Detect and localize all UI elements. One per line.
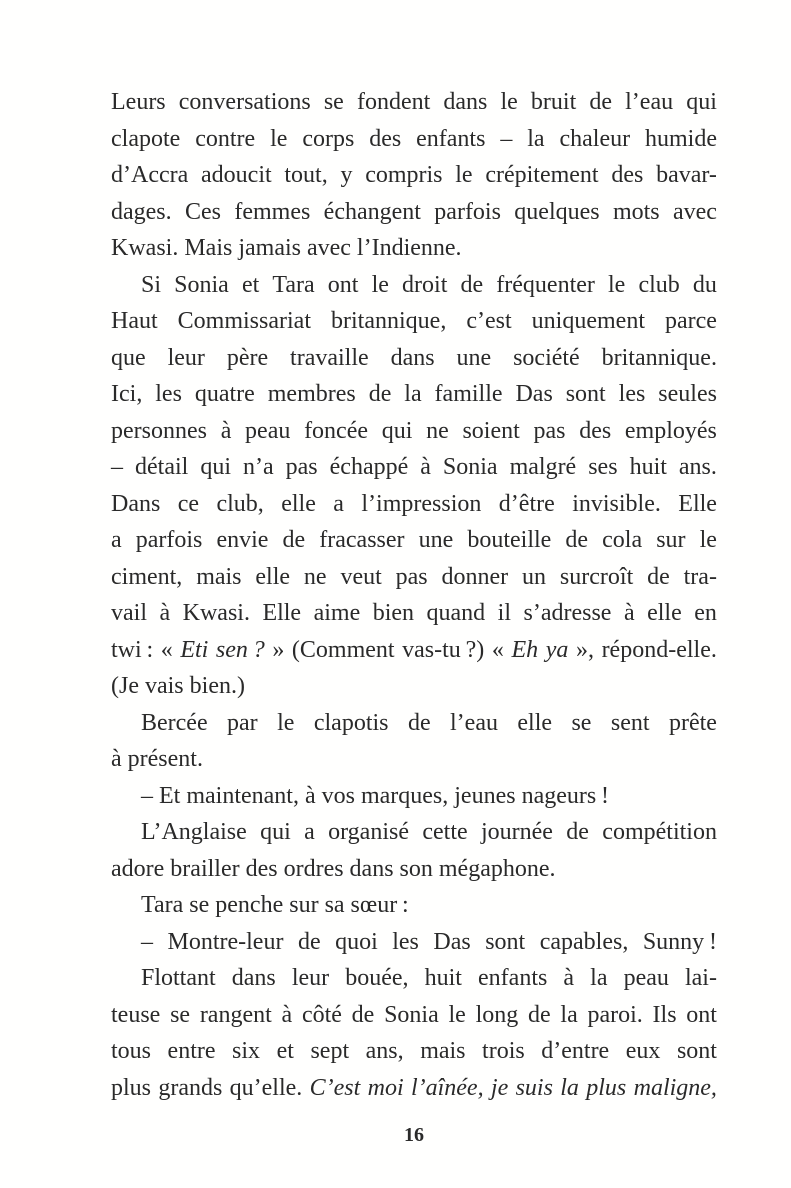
word: cette — [422, 819, 468, 845]
word: sont — [676, 1038, 717, 1064]
page-text — [111, 84, 717, 1106]
word: Das — [433, 928, 471, 955]
word: surcroît — [559, 563, 634, 590]
text-segment: à présent. — [111, 746, 203, 772]
word: en — [694, 600, 717, 626]
word: mais — [196, 563, 242, 590]
word: le — [455, 162, 473, 188]
word: Si — [141, 271, 162, 298]
text-line — [111, 851, 717, 888]
word: travaille — [290, 344, 369, 371]
word: une — [456, 344, 492, 371]
word: il — [497, 600, 511, 626]
word: huit — [424, 965, 462, 991]
word: peau — [245, 417, 291, 444]
word: la — [560, 1001, 578, 1028]
word: ans. — [678, 454, 717, 480]
word: sont — [485, 928, 526, 955]
word: Haut — [111, 308, 158, 334]
word: paroi. — [587, 1001, 643, 1028]
word: Ils — [652, 1001, 677, 1028]
word: elle — [255, 563, 291, 590]
paragraph — [111, 705, 717, 778]
word: Leurs — [111, 89, 166, 115]
text-segment: Tara se penche sur sa sœur : — [141, 892, 409, 918]
word: fondent — [356, 89, 431, 115]
word: ont — [327, 271, 359, 298]
word: a — [333, 490, 344, 517]
word: – — [141, 928, 153, 955]
word: corps — [302, 125, 355, 152]
word: grands — [158, 1074, 223, 1101]
word: c’est — [466, 308, 512, 334]
word: lai- — [684, 965, 717, 991]
word: conversations — [178, 89, 311, 115]
word: elle — [517, 709, 553, 736]
word: cola — [602, 527, 643, 553]
word: compétition — [602, 819, 717, 845]
word: journée — [480, 819, 553, 845]
word: dans — [443, 89, 488, 115]
text-line — [111, 1070, 717, 1107]
word: à — [281, 1001, 293, 1028]
word: invisible. — [572, 490, 661, 517]
word: l’aînée, — [410, 1074, 484, 1101]
paragraph — [111, 887, 717, 924]
word: Dans — [111, 490, 161, 517]
word: de — [528, 1001, 551, 1028]
word: avec — [672, 198, 717, 225]
word: mots — [612, 198, 660, 225]
word: long — [475, 1001, 519, 1028]
word: quand — [426, 600, 486, 626]
word: trois — [482, 1038, 525, 1064]
text-segment: Kwasi. Mais jamais avec l’Indienne. — [111, 235, 462, 261]
word: se — [571, 709, 592, 736]
word: répond-elle. — [601, 636, 717, 663]
word: Sonia — [174, 271, 229, 298]
word: Kwasi. — [182, 600, 250, 626]
word: donner — [441, 563, 509, 590]
word: envie — [216, 527, 269, 553]
word: de — [460, 271, 484, 298]
word: twi : — [111, 636, 154, 663]
word: foncée — [304, 417, 369, 444]
word: que — [111, 344, 146, 371]
word: bien — [372, 600, 415, 626]
word: s’adresse — [523, 600, 612, 626]
word: le — [277, 709, 295, 736]
word: la — [560, 1074, 579, 1101]
word: bruit — [530, 89, 577, 115]
word: Bercée — [141, 709, 208, 736]
word: par — [227, 709, 258, 736]
word: contre — [195, 125, 256, 152]
text-line — [111, 595, 717, 632]
word: y — [340, 162, 353, 188]
word: fréquenter — [496, 271, 595, 298]
text-segment: – Et maintenant, à vos marques, jeunes nageurs ! — [141, 782, 609, 809]
word: Ici, — [111, 381, 143, 407]
word: de — [647, 563, 670, 590]
word: les — [618, 381, 646, 407]
word: du — [692, 271, 717, 298]
word: société — [513, 344, 580, 371]
word: membres — [267, 381, 356, 407]
word: échappé — [329, 454, 409, 480]
text-line — [111, 814, 717, 851]
word: Commissariat — [177, 308, 311, 334]
word: L’Anglaise — [141, 819, 247, 845]
word: de — [368, 381, 392, 407]
word: de — [351, 1001, 375, 1028]
word: plus — [111, 1074, 152, 1101]
word: les — [392, 928, 419, 955]
word: ont — [686, 1001, 717, 1028]
word: Elle — [262, 600, 302, 626]
word: veut — [340, 563, 382, 590]
word: malgré — [509, 454, 577, 480]
word: Montre-leur — [167, 928, 284, 955]
text-line — [111, 960, 717, 997]
word: tout, — [284, 162, 328, 188]
word: enfants — [478, 965, 548, 991]
text-line — [111, 267, 717, 304]
word: a — [304, 819, 315, 845]
word: suis — [515, 1074, 553, 1101]
word: capables, — [539, 928, 629, 955]
text-line — [111, 887, 717, 924]
text-line — [111, 157, 717, 194]
word: qu’elle. — [229, 1074, 303, 1101]
word: Elle — [678, 490, 717, 517]
word: club, — [216, 490, 264, 517]
word: – — [500, 125, 513, 152]
word: parfois — [434, 198, 501, 225]
word: – — [111, 454, 123, 480]
word: ne — [426, 417, 449, 444]
word: le — [448, 1001, 466, 1028]
word: crépitement — [485, 162, 599, 188]
word: échangent — [323, 198, 421, 225]
word: moi — [367, 1074, 404, 1101]
text-line — [111, 303, 717, 340]
word: leur — [167, 344, 205, 371]
word: des — [579, 417, 612, 444]
word: humide — [645, 125, 717, 152]
word: elle — [647, 600, 682, 626]
word: ses — [588, 454, 618, 480]
word: Flottant — [141, 965, 216, 991]
text-line — [111, 778, 717, 815]
word: pas — [395, 563, 428, 590]
word: Ces — [185, 198, 221, 225]
word: aime — [313, 600, 361, 626]
word: elle — [281, 490, 316, 517]
word: soient — [462, 417, 520, 444]
word: de — [565, 527, 589, 553]
word: de — [407, 709, 431, 736]
word: des — [611, 162, 644, 188]
word: sur — [656, 527, 686, 553]
word: père — [226, 344, 269, 371]
word: le — [270, 125, 288, 152]
word: clapotis — [313, 709, 389, 736]
text-line — [111, 84, 717, 121]
word: l’eau — [450, 709, 498, 736]
paragraph — [111, 84, 717, 267]
word: compris — [365, 162, 443, 188]
word: sen ? — [215, 636, 265, 663]
word: bouteille — [467, 527, 552, 553]
word: d’entre — [541, 1038, 610, 1064]
word: le — [608, 271, 626, 298]
word: de — [566, 819, 589, 845]
word: à — [420, 454, 431, 480]
text-line — [111, 376, 717, 413]
word: des — [369, 125, 402, 152]
word: femmes — [234, 198, 311, 225]
text-line — [111, 705, 717, 742]
text-line — [111, 413, 717, 450]
word: Sonia — [442, 454, 498, 480]
word: dans — [390, 344, 435, 371]
word: à — [220, 417, 232, 444]
word: Eti — [180, 636, 209, 663]
text-line — [111, 449, 717, 486]
word: la — [527, 125, 545, 152]
word: Eh — [511, 636, 539, 663]
word: de — [589, 89, 613, 115]
word: le — [500, 89, 518, 115]
word: prête — [668, 709, 717, 736]
text-line — [111, 230, 717, 267]
text-line — [111, 486, 717, 523]
word: sept — [310, 1038, 350, 1064]
word: une — [418, 527, 454, 553]
word: » — [272, 636, 285, 663]
word: parfois — [135, 527, 203, 553]
word: ne — [303, 563, 327, 590]
word: Tara — [272, 271, 315, 298]
word: à — [563, 965, 575, 991]
word: six — [232, 1038, 261, 1064]
word: tous — [111, 1038, 152, 1064]
word: n’a — [242, 454, 274, 480]
text-segment: adore brailler des ordres dans son mégaphone. — [111, 855, 556, 882]
text-line — [111, 121, 717, 158]
word: leur — [291, 965, 330, 991]
word: qui — [200, 454, 231, 480]
word: mais — [420, 1038, 466, 1064]
word: de — [282, 527, 306, 553]
word: entre — [167, 1038, 216, 1064]
word: maligne, — [633, 1074, 717, 1101]
word: organisé — [328, 819, 409, 845]
word: ce — [177, 490, 200, 517]
word: qui — [381, 417, 413, 444]
text-line — [111, 741, 717, 778]
word: dans — [231, 965, 276, 991]
word: britannique, — [331, 308, 447, 334]
word: à — [623, 600, 635, 626]
word: à — [159, 600, 171, 626]
text-segment: (Je vais bien.) — [111, 673, 245, 699]
word: se — [323, 89, 344, 115]
word: plus — [586, 1074, 627, 1101]
word: tra- — [683, 563, 717, 590]
word: bouée, — [345, 965, 409, 991]
word: « — [491, 636, 504, 663]
word: teuse — [111, 1001, 161, 1028]
text-line — [111, 340, 717, 377]
word: droit — [402, 271, 448, 298]
paragraph — [111, 778, 717, 815]
word: seules — [658, 381, 717, 407]
word: et — [276, 1038, 294, 1064]
text-line — [111, 194, 717, 231]
word: dages. — [111, 198, 172, 225]
text-line — [111, 559, 717, 596]
text-line — [111, 668, 717, 705]
word: famille — [434, 381, 503, 407]
word: d’Accra — [111, 162, 189, 188]
word: côté — [301, 1001, 342, 1028]
word: chaleur — [559, 125, 631, 152]
word: C’est — [309, 1074, 361, 1101]
word: je — [490, 1074, 509, 1101]
word: adoucit — [201, 162, 272, 188]
word: britannique. — [601, 344, 717, 371]
word: parce — [665, 308, 717, 334]
word: enfants — [416, 125, 486, 152]
word: uniquement — [531, 308, 645, 334]
word: fracasser — [319, 527, 405, 553]
text-line — [111, 1033, 717, 1070]
word: employés — [624, 417, 717, 444]
word: « — [160, 636, 173, 663]
word: club — [638, 271, 680, 298]
text-line — [111, 522, 717, 559]
word: détail — [135, 454, 189, 480]
word: personnes — [111, 417, 207, 444]
paragraph — [111, 267, 717, 705]
word: vail — [111, 600, 147, 626]
word: le — [371, 271, 389, 298]
word: qui — [686, 89, 717, 115]
word: les — [155, 381, 182, 407]
word: et — [241, 271, 260, 298]
word: de — [297, 928, 321, 955]
word: l’eau — [625, 89, 674, 115]
paragraph — [111, 924, 717, 961]
word: un — [522, 563, 547, 590]
text-line — [111, 924, 717, 961]
word: (Comment — [291, 636, 395, 663]
word: a — [111, 527, 122, 553]
word: le — [699, 527, 717, 553]
word: sont — [565, 381, 606, 407]
word: Sunny ! — [642, 928, 717, 955]
word: eux — [625, 1038, 661, 1064]
page-number: 16 — [404, 1124, 424, 1146]
word: pas — [285, 454, 318, 480]
word: ans, — [365, 1038, 404, 1064]
paragraph — [111, 814, 717, 887]
word: ya — [545, 636, 569, 663]
paragraph — [111, 960, 717, 1106]
word: Das — [515, 381, 553, 407]
word: huit — [629, 454, 667, 480]
word: quoi — [335, 928, 378, 955]
word: vas-tu ?) — [402, 636, 485, 663]
word: ciment, — [111, 563, 183, 590]
word: qui — [260, 819, 291, 845]
word: Sonia — [384, 1001, 439, 1028]
text-line — [111, 632, 717, 669]
word: la — [404, 381, 422, 407]
word: clapote — [111, 125, 181, 152]
word: quatre — [194, 381, 255, 407]
word: sent — [610, 709, 650, 736]
text-line — [111, 997, 717, 1034]
word: peau — [623, 965, 669, 991]
word: se — [170, 1001, 191, 1028]
word: bavar- — [656, 162, 717, 188]
word: l’impression — [361, 490, 482, 517]
word: quelques — [514, 198, 600, 225]
word: pas — [533, 417, 566, 444]
word: », — [575, 636, 594, 663]
word: la — [590, 965, 608, 991]
word: rangent — [199, 1001, 272, 1028]
word: d’être — [498, 490, 555, 517]
